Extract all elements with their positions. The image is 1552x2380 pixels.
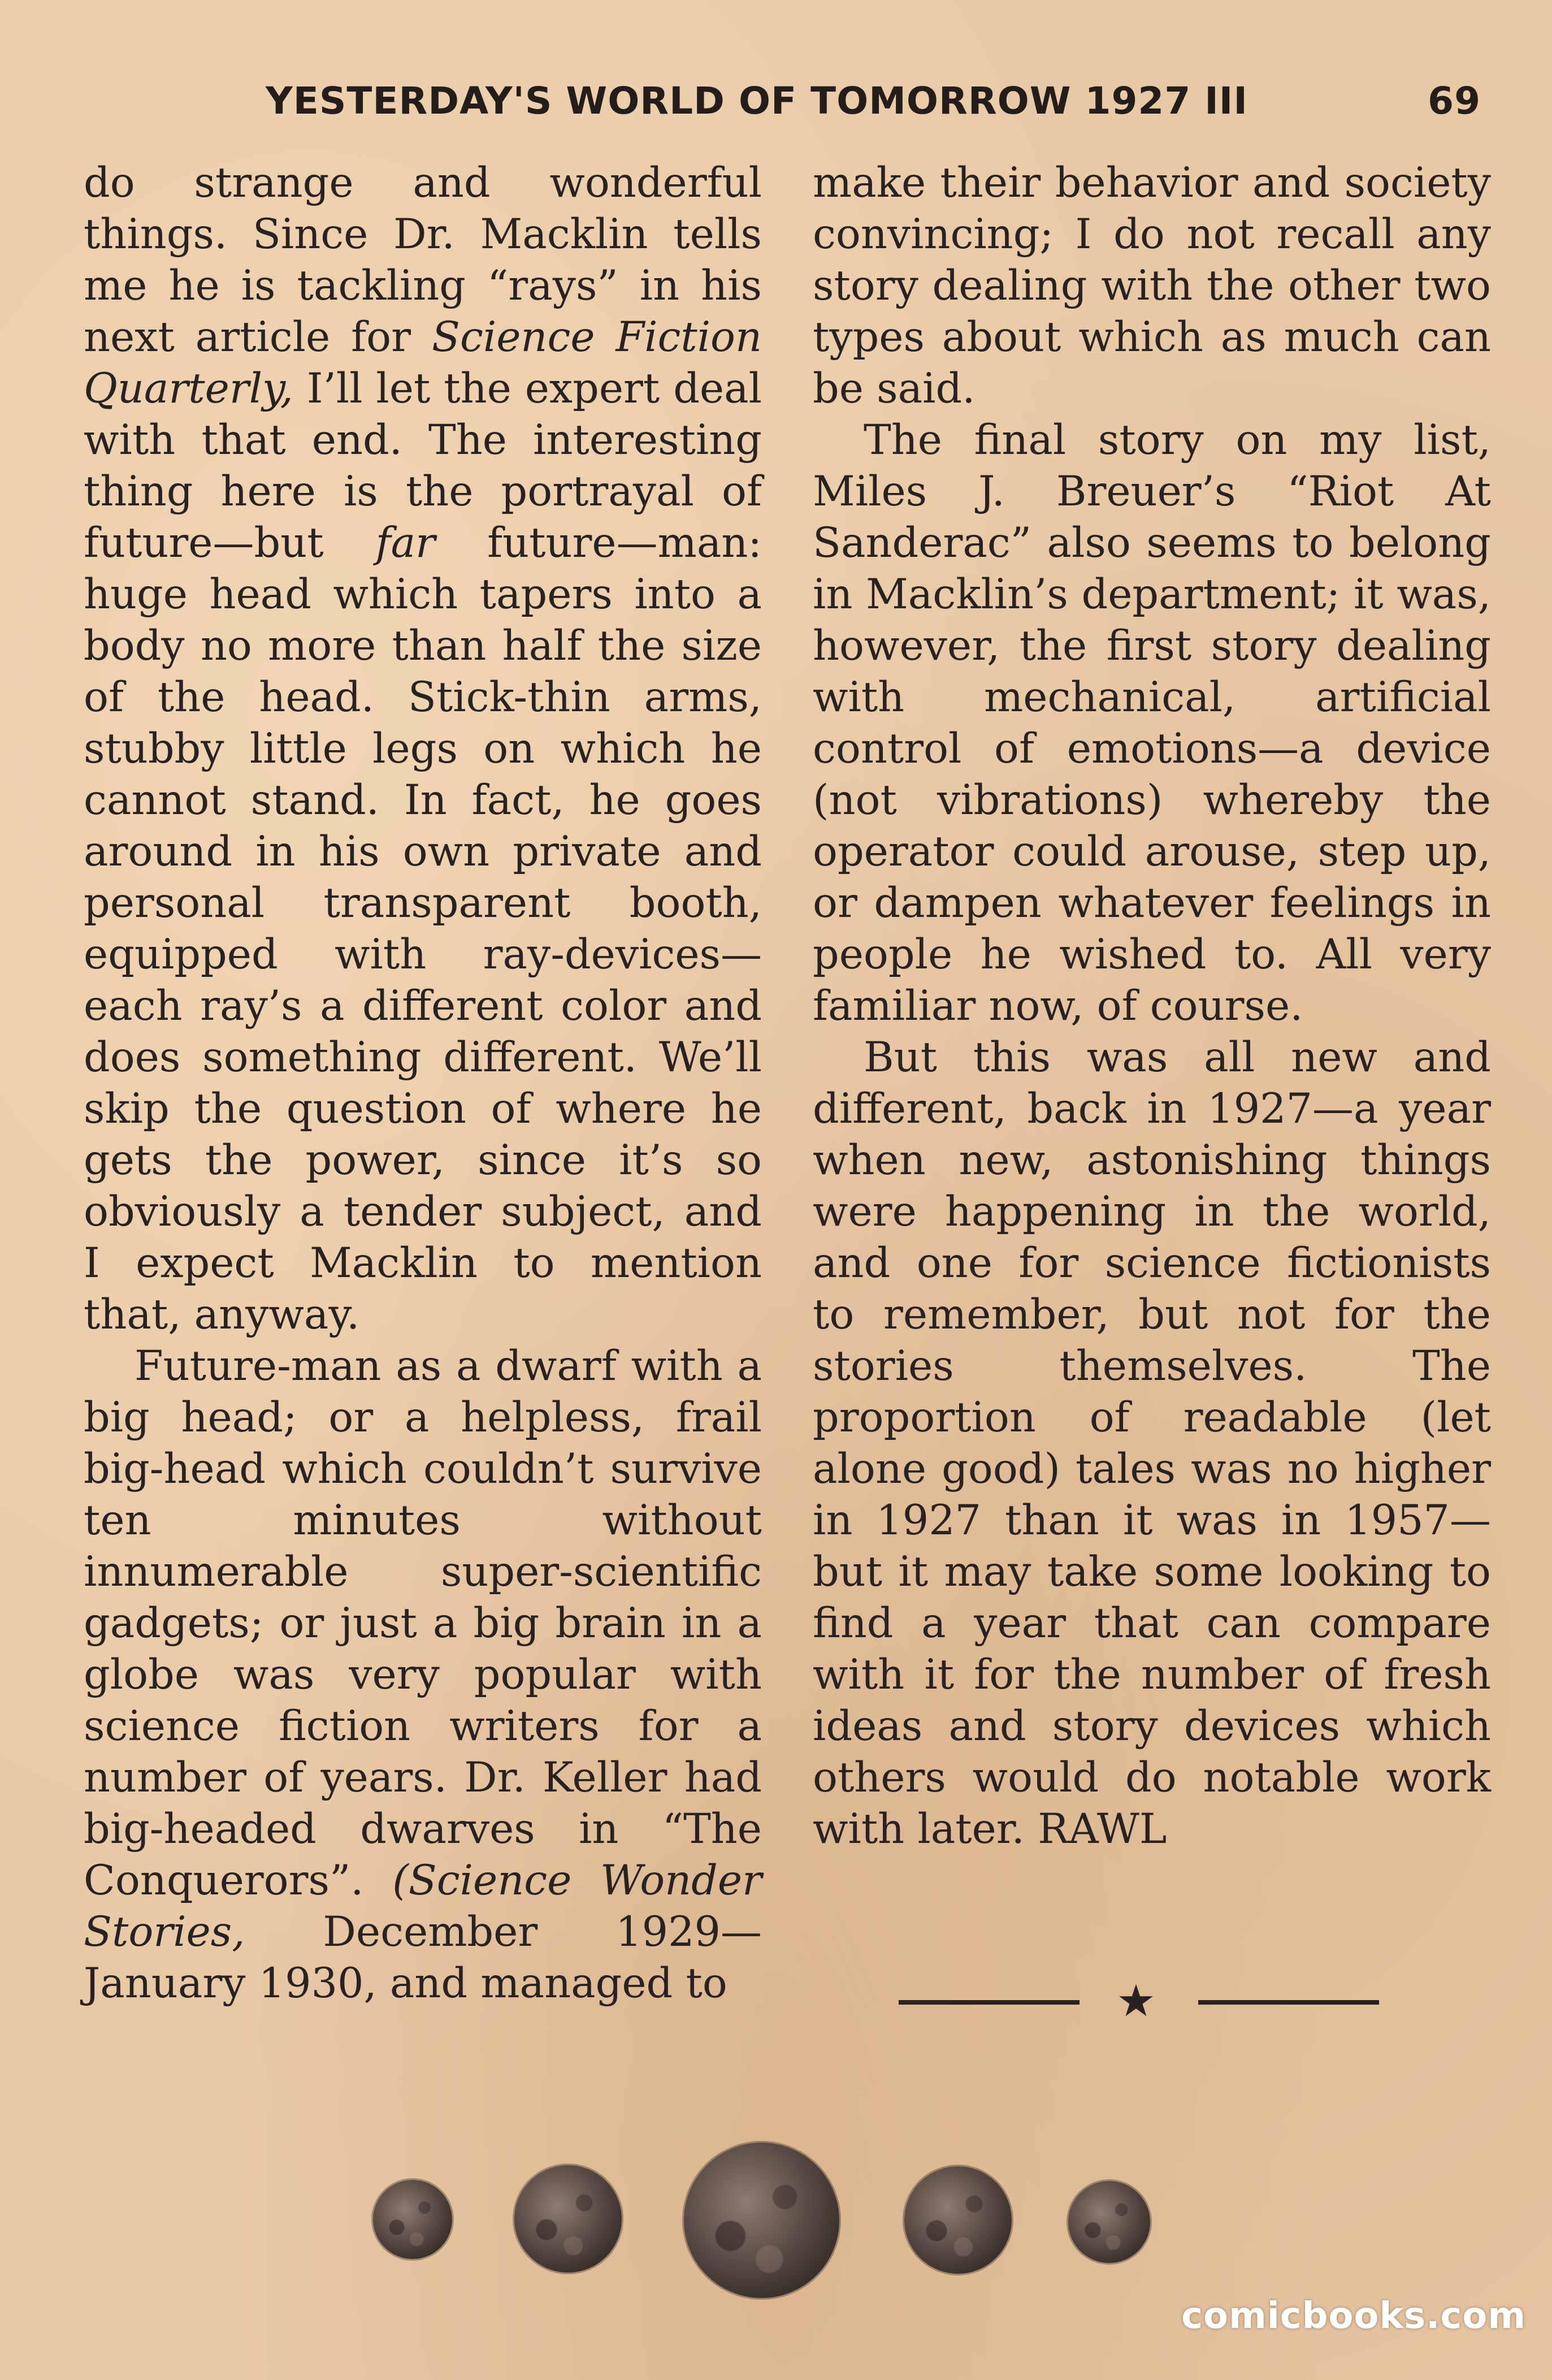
right-column bbox=[813, 157, 1491, 1855]
star-icon: ★ bbox=[1116, 1976, 1156, 2027]
watermark: comicbooks.com bbox=[1181, 2295, 1526, 2337]
paragraph-text: future—man: huge head which tapers into a body no more than half the size of the head. Stick-thin arms, stubby little legs on which he cannot stand. In fact, he goes around in his own private and personal transparent booth, equipped with ray-devices—each ray’s a different color and does something different. We’ll skip the question of where he gets the power, since it’s so obviously a tender subject, and I expect Macklin to mention that, anyway. bbox=[84, 519, 762, 1339]
italic-title: (Science Wonder Stories, bbox=[84, 1857, 762, 1956]
section-divider bbox=[899, 1976, 1379, 2027]
paragraph-text: I’ll let the expert deal with that end. The interesting thing here is the portrayal of future—but bbox=[84, 365, 762, 567]
planet-icon bbox=[1068, 2181, 1150, 2263]
paragraph bbox=[84, 157, 762, 1340]
paragraph-text: do strange and wonderful things. Since Dr. Macklin tells me he is tackling “rays” in his next article for bbox=[84, 159, 762, 361]
italic-title: Science Fiction Quarterly, bbox=[84, 313, 762, 413]
paragraph: The final story on my list, Miles J. Breuer’s “Riot At Sanderac” also seems to belong in Macklin’s department; it was, however, the first story dealing with mechanical, artificial control of emotions—a device (not vibrations) whereby the operator could arouse, step up, or dampen whatever feelings in people he wished to. All very familiar now, of course. bbox=[813, 416, 1491, 1030]
paragraph-text: December 1929—January 1930, and managed to bbox=[84, 1908, 762, 2007]
page-number: 69 bbox=[1428, 79, 1481, 123]
planet-ornament bbox=[373, 2143, 1164, 2312]
planet-icon bbox=[684, 2143, 839, 2298]
paragraph: make their behavior and society convincing; I do not recall any story dealing with the other two types about which as much can be said. bbox=[813, 159, 1491, 413]
left-column bbox=[84, 157, 762, 2009]
divider-rule-right bbox=[1198, 2000, 1379, 2005]
paragraph: But this was all new and different, back in 1927—a year when new, astonishing things were happening in the world, and one for science fictionists to remember, but not for the stories themselves. The proportion of readable (let alone good) tales was no higher in 1927 than it was in 1957—but it may take some looking to find a year that can compare with it for the number of fresh ideas and story devices which others would do notable work with later. RAWL bbox=[813, 1033, 1491, 1853]
planet-icon bbox=[373, 2180, 452, 2259]
planet-icon bbox=[514, 2165, 622, 2273]
paragraph bbox=[84, 1340, 762, 2009]
paragraph-text: Future-man as a dwarf with a big head; or a helpless, frail big-head which couldn’t survive ten minutes without innumerable super-scientific gadgets; or just a big brain in a globe was very popular with science fiction writers for a number of years. Dr. Keller had big-headed dwarves in “The Conquerors”. bbox=[84, 1342, 762, 1905]
italic-word: far bbox=[375, 519, 436, 567]
divider-rule-left bbox=[899, 2000, 1080, 2005]
planet-icon bbox=[904, 2166, 1012, 2274]
running-title: YESTERDAY'S WORLD OF TOMORROW 1927 III bbox=[266, 79, 1248, 123]
running-head bbox=[266, 79, 1481, 130]
